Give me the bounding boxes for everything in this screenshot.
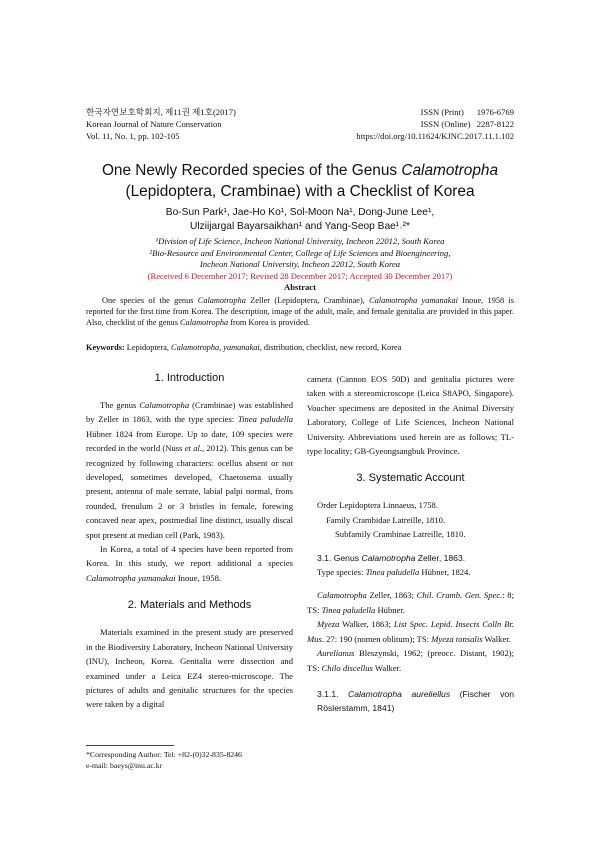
keywords: Keywords: Lepidoptera, Calamotropha, yamanakai, distribution, checklist, new record, Korea xyxy=(86,343,402,352)
journal-header-left xyxy=(86,106,236,142)
taxon-subfamily: Subfamily Crambinae Latreille, 1810. xyxy=(335,529,466,540)
journal-name-korean: 한국자연보호학회지, 제11권 제1호(2017) xyxy=(86,107,236,117)
section-heading-introduction: 1. Introduction xyxy=(154,372,225,384)
doi-link[interactable]: https://doi.org/10.11624/KJNC.2017.11.1.102 xyxy=(356,131,514,141)
issn-print: ISSN (Print) 1976-6769 xyxy=(420,107,514,117)
methods-paragraph-2: camera (Cannon EOS 50D) and genitalia pictures were taken with a stereomicroscope (Leica S8APO, Singapore). Voucher specimens are deposited in the Animal Diversity Laboratory, College of Life Sciences, Incheon National University. Abbreviations used herein are as follows; TL-type locality; GB-Gyeongsangbuk Province. xyxy=(307,374,514,457)
email-link[interactable]: e-mail: baeys@inu.ac.kr xyxy=(86,761,163,770)
genus-heading: 3.1. Genus Calamotropha Zeller, 1863. xyxy=(317,552,466,563)
left-column xyxy=(86,372,293,712)
footnote-divider xyxy=(86,745,174,746)
journal-header-right xyxy=(356,106,514,142)
author-list: Bo-Sun Park¹, Jae-Ho Ko¹, Sol-Moon Na¹, Dong-June Lee¹, Ulziijargal Bayarsaikhan¹ and Yang-Seop Bae¹˒²* xyxy=(165,207,435,232)
taxon-family: Family Crambidae Latreille, 1810. xyxy=(326,514,446,525)
section-heading-systematic: 3. Systematic Account xyxy=(356,472,465,485)
section-heading-methods: 2. Materials and Methods xyxy=(127,599,252,612)
corresponding-author-footnote: *Corresponding Author: Tel: +82-(0)32-835-8246 e-mail: baeys@inu.ac.kr xyxy=(86,750,242,770)
synonym-1: Calamotropha Zeller, 1863; Chil. Cramb. Gen. Spec.: 8; TS: Tinea paludella Hübner. xyxy=(307,590,514,615)
issn-online: ISSN (Online) 2287-8122 xyxy=(420,119,514,129)
intro-paragraph-1: The genus Calamotropha (Crambinae) was established by Zeller in 1863, with the type species: Tinea paludella Hübner 1824 from Europe. Up to date, 109 species were recorded in the world (Nuss et al., 2012). This genus can be recognized by following characters: ocellus absent or not developed, sometimes developed, Chaetosema usually present, antenna of male serrate, labial palpi normal, frons rounded, frenulum 2 or 3 bristles in female, forewing concaved near apex, postmedial line distinct, usually discal spot present at median cell (Park, 1983). xyxy=(86,400,294,540)
affiliations: ¹Division of Life Science, Incheon National University, Incheon 22012, South Korea ²Bio-Resource and Environmental Center, College of Life Sciences and Bioengineering, Incheon National University, Incheon 22012, South Korea (Received 6 December 2017; Revised 28 December 2017; Accepted 30 December 2017) xyxy=(86,236,514,282)
paper-title: One Newly Recorded species of the Genus Calamotropha (Lepidoptera, Crambinae) with a Checklist of Korea xyxy=(101,162,499,200)
synonym-3: Aurelianus Bleszynski, 1962; (preocc. Distant, 1902); TS: Chilo discellus Walker. xyxy=(307,648,514,673)
journal-name-english: Korean Journal of Nature Conservation xyxy=(86,119,222,129)
type-species: Type species: Tinea paludella Hübner, 1824. xyxy=(317,567,471,578)
species-heading: 3.1.1. Calamotropha aureliellus (Fischer von Röslerstamm, 1841) xyxy=(317,688,514,714)
abstract-text: One species of the genus Calamotropha Zeller (Lepidoptera, Crambinae), Calamotropha yamanakai Inoue, 1958 is reported for the first time from Korea. The description, image of the adult, male, and female genitalia are provided in this paper. Also, checklist of the genus Calamotropha from Korea is provided. xyxy=(86,296,514,328)
right-column-body xyxy=(307,372,514,716)
intro-paragraph-2: In Korea, a total of 4 species have been reported from Korea. In this study, we report additional a species Calamotropha yamanakai Inoue, 1958. xyxy=(86,544,293,583)
synonym-2: Myeza Walker, 1863; List Spec. Lepid. Insects Colln Br. Mus. 27: 190 (nomen oblitum); TS: Myeza tonsalis Walker. xyxy=(307,619,514,644)
received-dates: (Received 6 December 2017; Revised 28 December 2017; Accepted 30 December 2017) xyxy=(147,270,453,281)
journal-volume: Vol. 11, No. 1, pp. 102-105 xyxy=(86,131,180,141)
taxon-order: Order Lepidoptera Linnaeus, 1758. xyxy=(317,500,438,511)
abstract-heading: Abstract xyxy=(284,282,316,292)
methods-paragraph-1: Materials examined in the present study are preserved in the Biodiversity Laboratory, Incheon National University (INU), Incheon, Korea. Genitalia were dissection and examined under a Leica EZ4 stereo-microscope. The pictures of adults and genitalic structures for the species were taken by a digital xyxy=(86,627,293,710)
